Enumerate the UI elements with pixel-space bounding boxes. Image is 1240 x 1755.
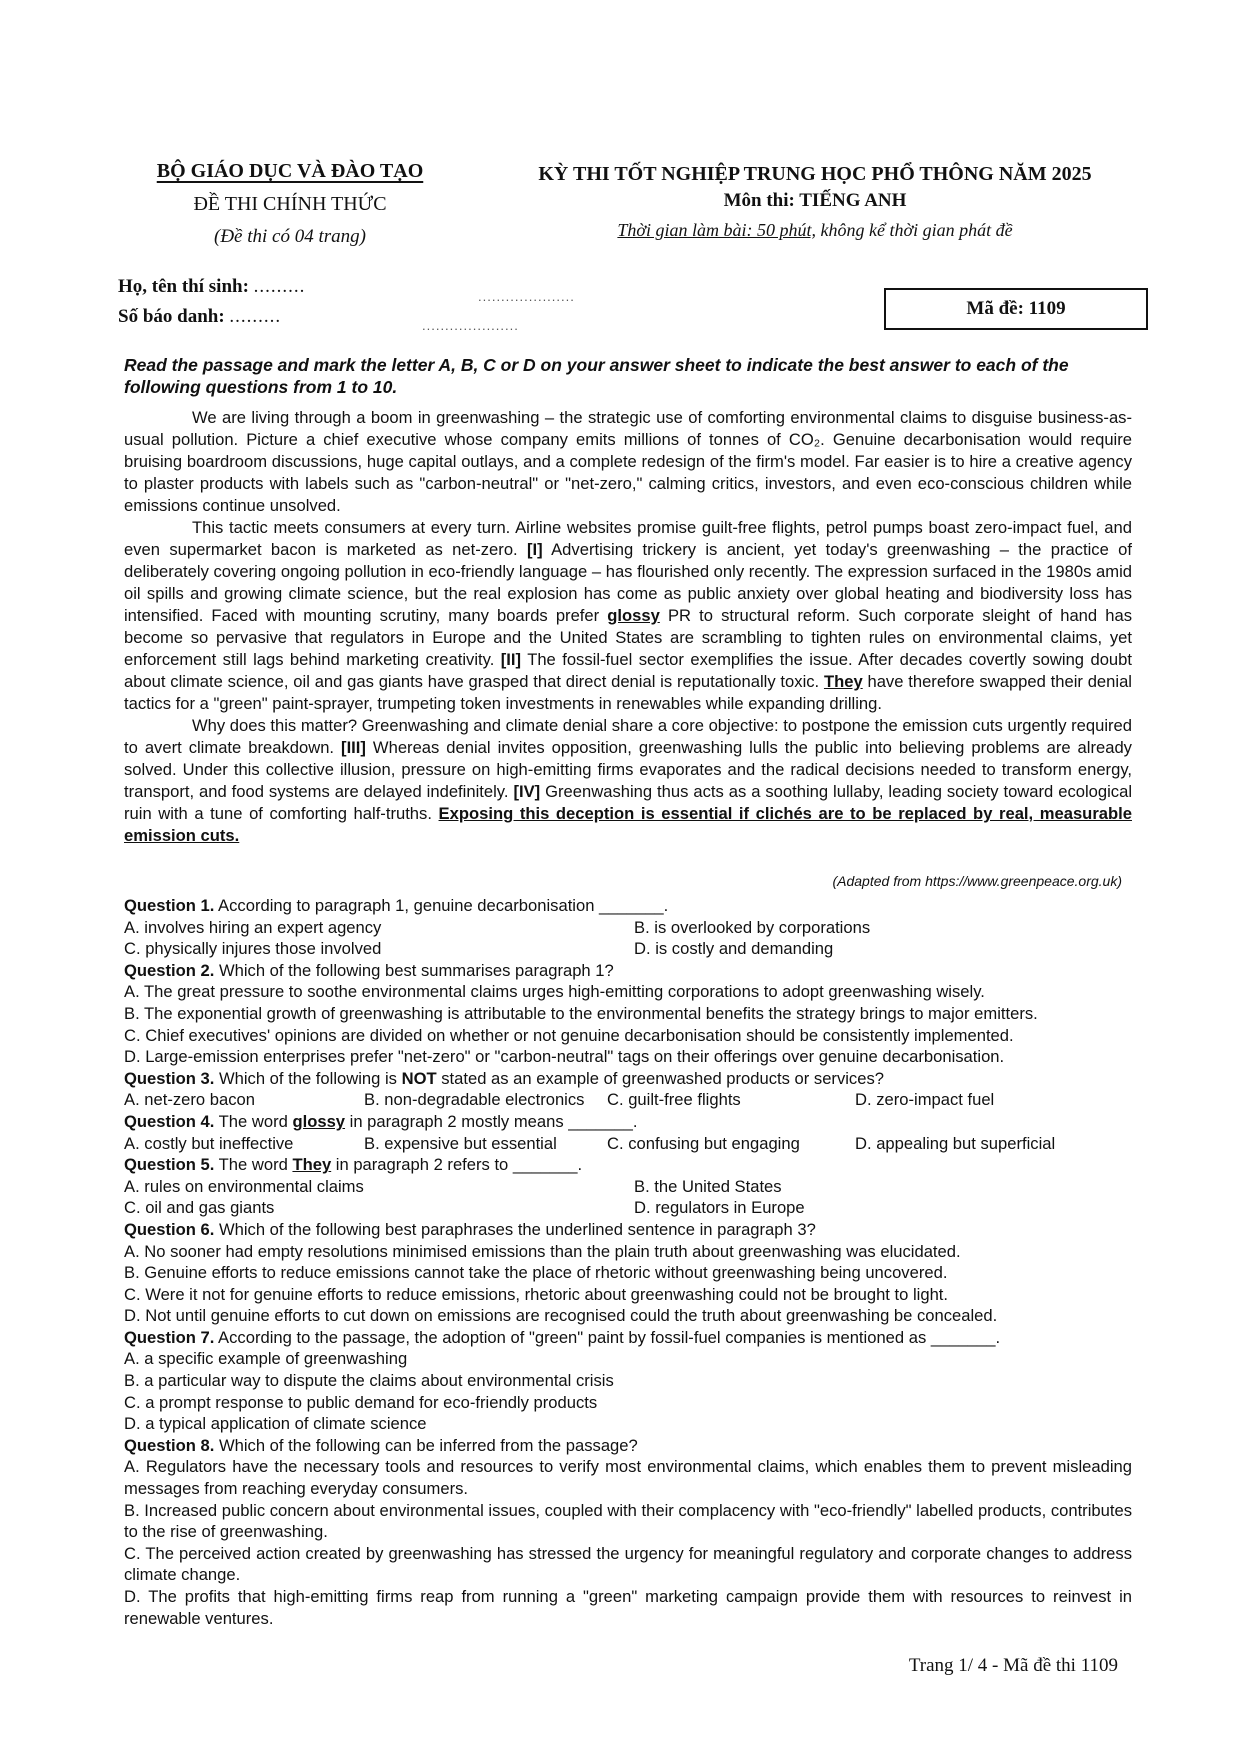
option-c: C. physically injures those involved (124, 939, 382, 959)
header-right (495, 163, 1135, 241)
option-b: B. Increased public concern about environmental issues, coupled with their complacency with "eco-friendly" labelled products, contributes to the rise of greenwashing. (124, 1500, 1132, 1542)
question-stem-part-b: stated as an example of greenwashed products or services? (436, 1068, 884, 1088)
subject-line (495, 190, 1135, 212)
candidate-id-dots: ......... (229, 306, 282, 327)
marker-1: [I] (527, 540, 543, 559)
subject-name: TIẾNG ANH (799, 190, 907, 211)
paragraph-2-part-e: have therefore swapped their denial tactics for a "green" paint-sprayer, trumpeting token investments in renewables while expanding drilling. (124, 672, 1132, 713)
question-stem: Which of the following best summarises paragraph 1? (214, 960, 614, 980)
question-4 (124, 1111, 1132, 1133)
option-b: B. non-degradable electronics (364, 1090, 585, 1110)
marker-3: [III] (341, 738, 366, 757)
time-note (495, 220, 1135, 241)
option-d: D. Large-emission enterprises prefer "net-zero" or "carbon-neutral" tags on their offerings over genuine decarbonisation. (124, 1047, 1005, 1067)
word-they: They (823, 672, 863, 691)
question-label: Question 7. (124, 1327, 215, 1347)
candidate-name-label: Họ, tên thí sinh: (118, 276, 249, 297)
option-d: D. a typical application of climate science (124, 1414, 427, 1434)
question-3 (124, 1068, 1132, 1090)
option-c: C. confusing but engaging (607, 1133, 800, 1153)
source-url: https://www.greenpeace.org.uk (925, 873, 1118, 889)
question-stem: Which of the following best paraphrases the underlined sentence in paragraph 3? (214, 1219, 816, 1239)
option-a: A. The great pressure to soothe environmental claims urges high-emitting corporations to adopt greenwashing wisely. (124, 982, 985, 1002)
paragraph-3 (124, 715, 1132, 847)
question-stem-part-a: The word (214, 1111, 293, 1131)
option-b: B. The exponential growth of greenwashing is attributable to the environmental benefits the strategy brings to major emitters. (124, 1003, 1038, 1023)
option-a: A. Regulators have the necessary tools and resources to verify most environmental claims, which enables them to prevent misleading messages from reaching everyday consumers. (124, 1457, 1132, 1499)
underlined-sentence: Exposing this deception is essential if clichés are to be replaced by real, measurable emission cuts. (124, 804, 1132, 845)
question-stem-part-b: in paragraph 2 mostly means _______. (345, 1111, 638, 1131)
source-prefix: (Adapted from (832, 873, 926, 889)
question-stem-not: NOT (401, 1068, 437, 1088)
option-a: A. a specific example of greenwashing (124, 1349, 408, 1369)
question-label: Question 3. (124, 1068, 215, 1088)
option-a: A. No sooner had empty resolutions minimised emissions than the plain truth about greenwashing was elucidated. (124, 1241, 961, 1261)
question-1 (124, 895, 1132, 917)
option-d: D. is costly and demanding (634, 939, 834, 959)
paragraph-3-part-b: Whereas denial invites opposition, greenwashing lulls the public into believing problems are already solved. Under this collective illusion, pressure on high-emitting firms evaporates and the radical decisions needed to transform energy, transport, and food systems are delayed indefinitely. (124, 738, 1132, 801)
time-note-duration: Thời gian làm bài: 50 phút, (617, 220, 817, 240)
question-4-options (124, 1133, 1132, 1155)
blank-line-1: ..................... (478, 289, 575, 304)
paragraph-2-part-b: Advertising trickery is ancient, yet today's greenwashing – the practice of deliberately covering ongoing pollution in eco-friendly language – has flourished only recently. The expression surfaced in the 1980s amid oil spills and growing climate science, but the real explosion has come as public anxiety over global heating and biodiversity loss has intensified. Faced with mounting scrutiny, many boards prefer (124, 540, 1132, 625)
question-1-options (124, 917, 1132, 960)
reading-passage (124, 407, 1132, 847)
question-5 (124, 1154, 1132, 1176)
question-label: Question 4. (124, 1111, 215, 1131)
question-label: Question 1. (124, 896, 215, 915)
question-label: Question 2. (124, 960, 215, 980)
header-left (120, 160, 460, 248)
option-d: D. zero-impact fuel (855, 1090, 995, 1110)
question-2 (124, 960, 1132, 982)
option-c: C. The perceived action created by greenwashing has stressed the urgency for meaningful regulatory and corporate changes to address climate change. (124, 1543, 1132, 1585)
page-footer: Trang 1/ 4 - Mã đề thi 1109 (908, 1655, 1118, 1676)
question-stem: According to paragraph 1, genuine decarbonisation _______. (214, 896, 669, 915)
paragraph-2-part-c: PR to structural reform. Such corporate sleight of hand has become so pervasive that regulators in Europe and the United States are scrambling to tighten rules on environmental claims, yet enforcement still lags behind marketing creativity. (124, 606, 1132, 669)
option-b: B. a particular way to dispute the claims about environmental crisis (124, 1371, 614, 1391)
exam-code-box: Mã đề: 1109 (884, 288, 1148, 330)
question-5-options (124, 1176, 1132, 1219)
candidate-id-line (118, 306, 281, 328)
paragraph-2-part-a: This tactic meets consumers at every turn. Airline websites promise guilt-free flights, petrol pumps boast zero-impact fuel, and even supermarket bacon is marketed as net-zero. (124, 518, 1132, 559)
option-d: D. The profits that high-emitting firms reap from running a "green" marketing campaign provide them with resources to reinvest in renewable ventures. (124, 1587, 1132, 1628)
paragraph-3-part-a: Why does this matter? Greenwashing and climate denial share a core objective: to postpone the emission cuts urgently required to avert climate breakdown. (124, 716, 1132, 757)
question-stem: Which of the following can be inferred from the passage? (214, 1435, 638, 1455)
question-stem-part-b: in paragraph 2 refers to _______. (331, 1155, 583, 1175)
question-7 (124, 1327, 1132, 1349)
candidate-id-label: Số báo danh: (118, 306, 225, 327)
subject-label: Môn thi: (723, 190, 795, 211)
paragraph-1: We are living through a boom in greenwashing – the strategic use of comforting environmental claims to disguise business-as-usual pollution. Picture a chief executive whose company emits millions of tonnes of CO₂. Genuine decarbonisation would require bruising boardroom discussions, huge capital outlays, and a complete redesign of the firm's model. Far easier is to hire a creative agency to plaster products with labels such as "carbon-neutral" or "net-zero," calming critics, investors, and even eco-conscious children while emissions continue unsolved. (124, 408, 1132, 515)
official-label: ĐỀ THI CHÍNH THỨC (193, 193, 387, 215)
option-d: D. Not until genuine efforts to cut down on emissions are recognised could the truth about greenwashing be concealed. (124, 1306, 998, 1326)
option-b: B. Genuine efforts to reduce emissions cannot take the place of rhetoric without greenwashing being uncovered. (124, 1263, 948, 1283)
option-c: C. Chief executives' opinions are divided on whether or not genuine decarbonisation should be consistently implemented. (124, 1025, 1014, 1045)
question-list (124, 895, 1132, 1629)
candidate-name-line (118, 276, 305, 298)
option-c: C. a prompt response to public demand for eco-friendly products (124, 1392, 598, 1412)
question-3-options (124, 1089, 1132, 1111)
marker-2: [II] (500, 650, 522, 669)
option-a: A. net-zero bacon (124, 1090, 255, 1110)
question-label: Question 6. (124, 1219, 215, 1239)
pages-note: (Đề thi có 04 trang) (214, 226, 366, 247)
option-d: D. appealing but superficial (855, 1133, 1056, 1153)
paragraph-2-part-d: The fossil-fuel sector exemplifies the issue. After decades covertly sowing doubt about climate science, oil and gas giants have grasped that direct denial is reputationally toxic. (124, 650, 1132, 691)
question-stem: According to the passage, the adoption of "green" paint by fossil-fuel companies is mentioned as _______. (214, 1327, 1001, 1347)
option-b: B. expensive but essential (364, 1133, 557, 1153)
option-c: C. Were it not for genuine efforts to reduce emissions, rhetoric about greenwashing could not be brought to light. (124, 1284, 949, 1304)
paragraph-2 (124, 517, 1132, 715)
option-c: C. guilt-free flights (607, 1090, 741, 1110)
word-glossy: glossy (607, 606, 660, 625)
passage-source (832, 873, 1122, 889)
question-8 (124, 1435, 1132, 1457)
option-b: B. is overlooked by corporations (634, 917, 871, 937)
option-b: B. the United States (634, 1176, 782, 1196)
blank-line-2: ..................... (422, 318, 519, 333)
option-a: A. involves hiring an expert agency (124, 917, 382, 937)
instruction: Read the passage and mark the letter A, B, C or D on your answer sheet to indicate the best answer to each of the following questions from 1 to 10. (124, 355, 1069, 397)
question-stem-part-a: The word (214, 1155, 293, 1175)
paragraph-3-part-c: Greenwashing thus acts as a soothing lullaby, leading society toward ecological ruin with a tune of comforting half-truths. (124, 782, 1133, 823)
question-label: Question 5. (124, 1155, 215, 1175)
question-6 (124, 1219, 1132, 1241)
option-c: C. oil and gas giants (124, 1198, 275, 1218)
question-word: glossy (292, 1111, 346, 1131)
question-stem-part-a: Which of the following is (214, 1068, 402, 1088)
exam-title: KỲ THI TỐT NGHIỆP TRUNG HỌC PHỔ THÔNG NĂM 2025 (538, 163, 1092, 185)
option-d: D. regulators in Europe (634, 1198, 805, 1218)
ministry-name: BỘ GIÁO DỤC VÀ ĐÀO TẠO (156, 160, 424, 182)
option-a: A. rules on environmental claims (124, 1176, 364, 1196)
question-label: Question 8. (124, 1435, 215, 1455)
source-suffix: ) (1117, 873, 1122, 889)
question-word: They (292, 1155, 332, 1175)
time-note-rest: không kể thời gian phát đề (816, 220, 1013, 240)
option-a: A. costly but ineffective (124, 1133, 294, 1153)
marker-4: [IV] (513, 782, 541, 801)
candidate-name-dots: ......... (253, 276, 306, 297)
